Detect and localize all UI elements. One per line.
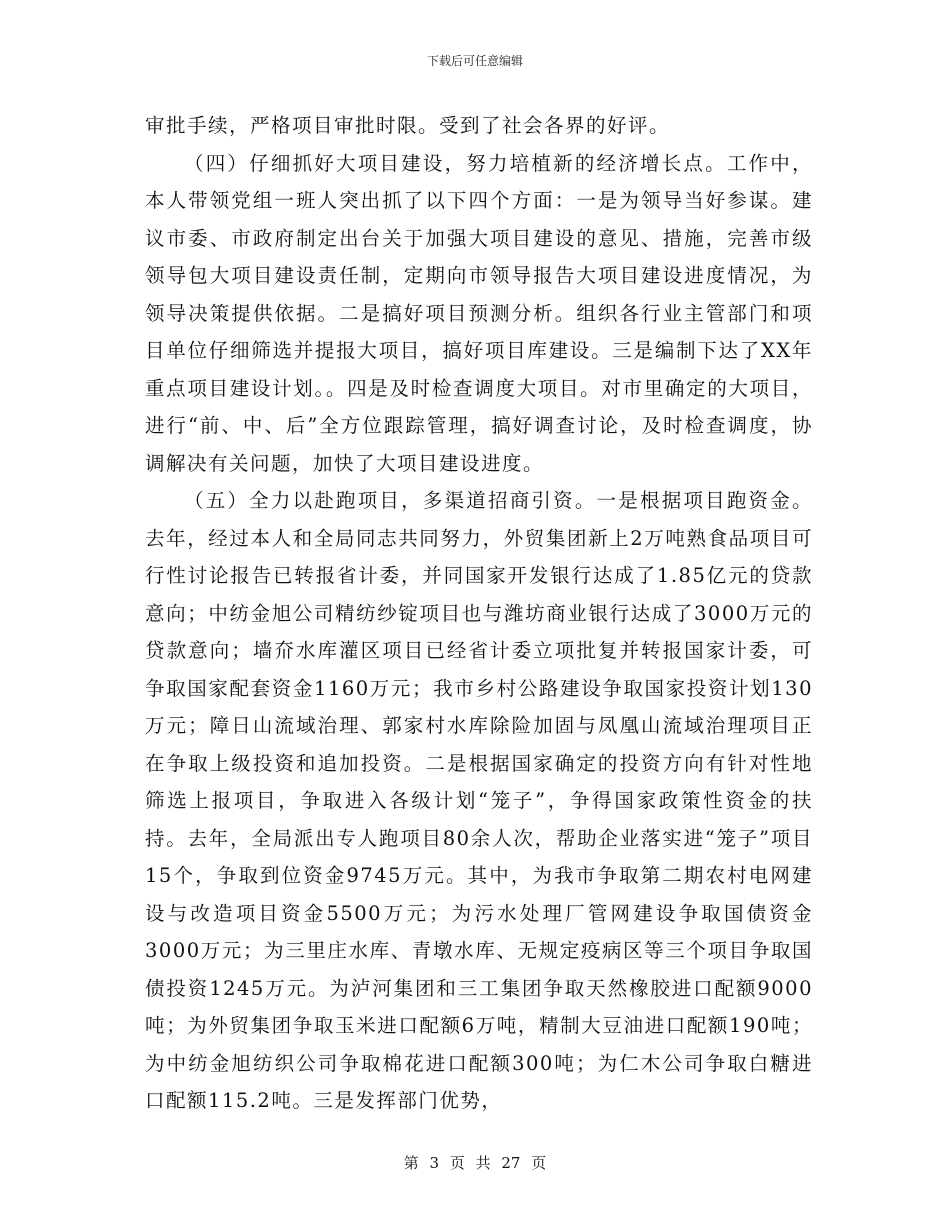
- page-footer-pagination: 第 3 页 共 27 页: [403, 1154, 547, 1172]
- paragraph-continuation: 审批手续，严格项目审批时限。受到了社会各界的好评。: [145, 114, 671, 137]
- document-body: [145, 107, 813, 1120]
- paragraph-section-four: （四）仔细抓好大项目建设，努力培植新的经济增长点。工作中，本人带领党组一班人突出抓了以下四个方面：一是为领导当好参谋。建议市委、市政府制定出台关于加强大项目建设的意见、措施，完善市级领导包大项目建设责任制，定期向市领导报告大项目建设进度情况，为领导决策提供依据。二是搞好项目预测分析。组织各行业主管部门和项目单位仔细筛选并提报大项目，搞好项目库建设。三是编制下达了XX年重点项目建设计划。。四是及时检查调度大项目。对市里确定的大项目，进行“前、中、后”全方位跟踪管理，搞好调查讨论，及时检查调度，协调解决有关问题，加快了大项目建设进度。: [145, 151, 813, 475]
- page-header-note: 下载后可任意编辑: [426, 54, 523, 68]
- paragraph-section-five: （五）全力以赴跑项目，多渠道招商引资。一是根据项目跑资金。去年，经过本人和全局同志共同努力，外贸集团新上2万吨熟食品项目可行性讨论报告已转报省计委，并同国家开发银行达成了1.85亿元的贷款意向；中纺金旭公司精纺纱锭项目也与潍坊商业银行达成了3000万元的贷款意向；墙夼水库灌区项目已经省计委立项批复并转报国家计委，可争取国家配套资金1160万元；我市乡村公路建设争取国家投资计划130万元；障日山流域治理、郭家村水库除险加固与凤凰山流域治理项目正在争取上级投资和追加投资。二是根据国家确定的投资方向有针对性地筛选上报项目，争取进入各级计划“笼子”，争得国家政策性资金的扶持。去年，全局派出专人跑项目80余人次，帮助企业落实进“笼子”项目15个，争取到位资金9745万元。其中，为我市争取第二期农村电网建设与改造项目资金5500万元；为污水处理厂管网建设争取国债资金3000万元；为三里庄水库、青墩水库、无规定疫病区等三个项目争取国债投资1245万元。为泸河集团和三工集团争取天然橡胶进口配额9000吨；为外贸集团争取玉米进口配额6万吨，精制大豆油进口配额190吨；为中纺金旭纺织公司争取棉花进口配额300吨；为仁木公司争取白糖进口配额115.2吨。三是发挥部门优势，: [145, 489, 813, 1112]
